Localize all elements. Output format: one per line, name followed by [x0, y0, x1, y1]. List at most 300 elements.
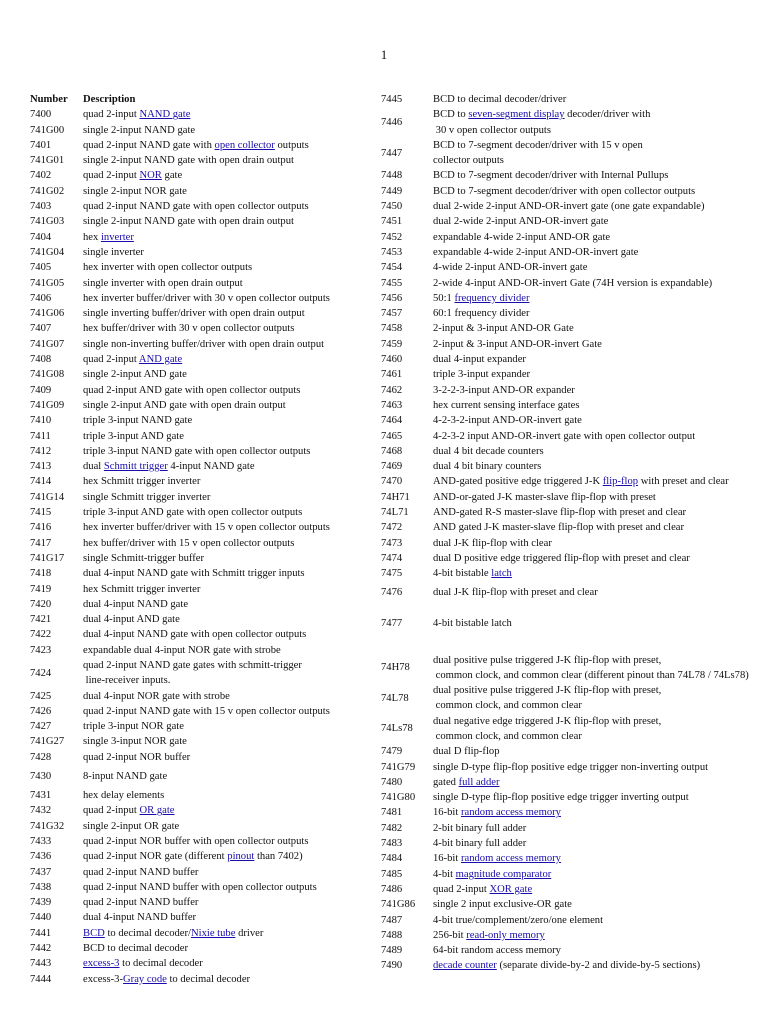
- description-text: dual positive pulse triggered J-K flip-flop with preset,: [433, 685, 662, 697]
- part-number: 7484: [381, 853, 403, 865]
- part-description: [83, 474, 200, 489]
- part-number: 7450: [381, 201, 403, 213]
- part-number: 7477: [381, 617, 403, 629]
- wiki-link[interactable]: seven-segment display: [468, 109, 565, 121]
- description-text: dual 4-input NAND buffer: [83, 912, 197, 924]
- description-text: quad 2-input NAND gate with: [83, 139, 215, 151]
- wiki-link[interactable]: AND gate: [138, 354, 183, 366]
- part-number: 7420: [30, 598, 52, 610]
- part-number: 741G03: [30, 216, 65, 228]
- part-number: 7426: [30, 705, 52, 717]
- table-row: [381, 459, 768, 474]
- part-number: 7444: [30, 973, 52, 985]
- description-line: [433, 729, 661, 744]
- part-number: 7448: [381, 170, 403, 182]
- part-number: 7481: [381, 807, 403, 819]
- part-number: 7441: [30, 927, 52, 939]
- wiki-link[interactable]: frequency divider: [454, 292, 530, 304]
- part-description: [433, 245, 638, 260]
- description-text: single 2-input AND gate: [83, 369, 187, 381]
- table-row: [30, 184, 360, 199]
- description-text: collector outputs: [433, 155, 504, 167]
- table-row: [30, 910, 360, 925]
- description-text: single inverter: [83, 246, 144, 258]
- description-line: [433, 123, 650, 138]
- part-description: [433, 230, 610, 245]
- table-row: [30, 734, 360, 749]
- part-number: 7415: [30, 507, 52, 519]
- wiki-link[interactable]: read-only memory: [466, 929, 545, 941]
- part-description: [83, 849, 303, 864]
- part-description: [433, 352, 526, 367]
- description-text: BCD to 7-segment decoder/driver with open collector outputs: [433, 185, 696, 197]
- table-header: [30, 92, 360, 107]
- part-number: 741G06: [30, 308, 65, 320]
- description-text: single D-type flip-flop positive edge trigger inverting output: [433, 792, 689, 804]
- part-description: [83, 184, 187, 199]
- description-text: expandable 4-wide 2-input AND-OR-invert gate: [433, 246, 639, 258]
- description-text: hex buffer/driver with 15 v open collector outputs: [83, 537, 295, 549]
- table-row: [30, 337, 360, 352]
- description-line: [433, 683, 661, 698]
- part-number: 7446: [381, 116, 403, 128]
- part-number: 7411: [30, 430, 51, 442]
- description-text: single 2-input NAND gate: [83, 124, 196, 136]
- table-row: [30, 291, 360, 306]
- part-number: 7483: [381, 838, 403, 850]
- wiki-link[interactable]: Schmitt trigger: [103, 461, 168, 473]
- table-row: [30, 956, 360, 971]
- description-text: single non-inverting buffer/driver with open drain output: [83, 338, 325, 350]
- part-number: 7473: [381, 537, 403, 549]
- part-description: [433, 836, 526, 851]
- part-number: 7486: [381, 883, 403, 895]
- table-row: [30, 750, 360, 765]
- part-description: [433, 367, 530, 382]
- table-row: [30, 765, 360, 788]
- part-description: [433, 107, 650, 138]
- part-description: [83, 321, 294, 336]
- table-row: [30, 834, 360, 849]
- description-text: triple 3-input NOR gate: [83, 721, 184, 733]
- description-text: expandable dual 4-input NOR gate with strobe: [83, 644, 281, 656]
- part-number: 741G08: [30, 369, 65, 381]
- part-description: [83, 865, 198, 880]
- description-text: quad 2-input NAND buffer: [83, 897, 199, 909]
- part-number: 74H71: [381, 491, 410, 503]
- wiki-link[interactable]: flip-flop: [602, 476, 639, 488]
- part-number: 7485: [381, 868, 403, 880]
- part-number: 741G17: [30, 552, 65, 564]
- part-description: [433, 536, 552, 551]
- table-row: [381, 867, 768, 882]
- table-row: [381, 790, 768, 805]
- part-number: 7465: [381, 430, 403, 442]
- part-description: [83, 926, 263, 941]
- part-number: 7438: [30, 881, 52, 893]
- part-number: 7457: [381, 308, 403, 320]
- part-description: [433, 566, 512, 581]
- table-row: [30, 230, 360, 245]
- part-description: [83, 367, 187, 382]
- part-number: 7436: [30, 851, 52, 863]
- part-number: 741G00: [30, 124, 65, 136]
- description-text: 4-2-3-2 input AND-OR-invert gate with open collector output: [433, 430, 696, 442]
- part-number: 741G07: [30, 338, 65, 350]
- table-row: [30, 972, 360, 987]
- description-text: 16-bit: [433, 853, 461, 865]
- part-number: 7407: [30, 323, 52, 335]
- description-text: decoder/driver with: [564, 109, 651, 121]
- wiki-link[interactable]: NAND gate: [139, 109, 191, 121]
- part-description: [83, 107, 190, 122]
- part-description: [83, 398, 286, 413]
- table-row: [30, 383, 360, 398]
- part-number: 7421: [30, 614, 52, 626]
- wiki-link[interactable]: inverter: [100, 231, 134, 243]
- part-description: [433, 276, 712, 291]
- description-text: with preset and clear: [638, 476, 729, 488]
- description-text: quad 2-input NAND buffer with open collector outputs: [83, 881, 317, 893]
- description-text: 8-input NAND gate: [83, 770, 168, 782]
- description-text: common clock, and common clear (different pinout than 74L78 / 74Ls78): [433, 669, 749, 681]
- part-description: [433, 398, 579, 413]
- table-row: [381, 306, 768, 321]
- description-text: than 7402): [254, 851, 303, 863]
- table-row: [30, 551, 360, 566]
- description-text: hex inverter buffer/driver with 30 v open collector outputs: [83, 292, 330, 304]
- description-text: BCD to 7-segment decoder/driver with 15 v open: [433, 139, 643, 151]
- table-row: [30, 597, 360, 612]
- part-number: 7401: [30, 139, 52, 151]
- part-number: 7461: [381, 369, 403, 381]
- description-text: quad 2-input NAND buffer: [83, 866, 199, 878]
- wiki-link[interactable]: NOR: [139, 170, 162, 182]
- table-row: [381, 683, 768, 714]
- table-row: [381, 138, 768, 169]
- table-row: [381, 352, 768, 367]
- part-number: 7419: [30, 583, 52, 595]
- part-number: 741G14: [30, 491, 65, 503]
- part-description: [433, 928, 545, 943]
- description-text: 4-bit binary full adder: [433, 838, 527, 850]
- description-text: triple 3-input AND gate: [83, 430, 184, 442]
- table-row: [30, 536, 360, 551]
- wiki-link[interactable]: XOR gate: [489, 883, 533, 895]
- table-row: [381, 230, 768, 245]
- wiki-link[interactable]: Gray code: [123, 973, 167, 985]
- description-text: hex buffer/driver with 30 v open collector outputs: [83, 323, 295, 335]
- table-row: [30, 214, 360, 229]
- part-number: 74H78: [381, 662, 410, 674]
- wiki-link[interactable]: magnitude comparator: [455, 868, 552, 880]
- part-number: 7403: [30, 201, 52, 213]
- wiki-link[interactable]: random access memory: [460, 853, 561, 865]
- table-row: [30, 819, 360, 834]
- part-description: [83, 352, 182, 367]
- description-text: dual D flip-flop: [433, 746, 500, 758]
- part-number: 7468: [381, 445, 403, 457]
- table-row: [381, 928, 768, 943]
- table-row: [381, 653, 768, 684]
- part-description: [83, 536, 294, 551]
- wiki-link[interactable]: decade counter: [433, 960, 497, 972]
- part-number: 7447: [381, 147, 403, 159]
- description-text: dual: [83, 461, 104, 473]
- description-text: single Schmitt-trigger buffer: [83, 552, 205, 564]
- table-row: [381, 582, 768, 605]
- part-number: 741G01: [30, 155, 65, 167]
- description-text: quad 2-input AND gate with open collector outputs: [83, 384, 301, 396]
- description-text: AND-gated positive edge triggered J-K: [433, 476, 603, 488]
- part-number: 7488: [381, 929, 403, 941]
- table-row: [30, 704, 360, 719]
- part-number: 7455: [381, 277, 403, 289]
- description-text: 2-input & 3-input AND-OR Gate: [433, 323, 574, 335]
- description-text: quad 2-input: [83, 354, 139, 366]
- description-text: quad 2-input NAND gate with open collector outputs: [83, 201, 309, 213]
- part-number: 7474: [381, 552, 403, 564]
- part-description: [433, 943, 561, 958]
- table-row: [381, 760, 768, 775]
- table-row: [30, 520, 360, 535]
- description-text: triple 3-input AND gate with open collector outputs: [83, 507, 303, 519]
- part-number: 7430: [30, 770, 52, 782]
- description-line: [433, 698, 661, 713]
- description-text: dual 4-input AND gate: [83, 614, 180, 626]
- description-text: single 3-input NOR gate: [83, 736, 187, 748]
- part-number: 7489: [381, 945, 403, 957]
- table-row: [30, 138, 360, 153]
- part-description: [433, 913, 603, 928]
- description-line: [83, 673, 302, 688]
- description-text: dual 4-input expander: [433, 354, 526, 366]
- part-description: [433, 683, 661, 714]
- part-description: [433, 429, 695, 444]
- table-row: [381, 566, 768, 581]
- part-description: [433, 790, 689, 805]
- table-row: [381, 260, 768, 275]
- part-number: 7408: [30, 354, 52, 366]
- part-number: 7439: [30, 897, 52, 909]
- table-row: [381, 913, 768, 928]
- table-row: [30, 803, 360, 818]
- table-row: [381, 92, 768, 107]
- part-description: [83, 429, 184, 444]
- description-text: quad 2-input NOR buffer: [83, 751, 191, 763]
- part-number: 7428: [30, 751, 52, 763]
- description-text: dual D positive edge triggered flip-flop with preset and clear: [433, 552, 690, 564]
- table-row: [30, 398, 360, 413]
- wiki-link[interactable]: open collector: [214, 139, 275, 151]
- table-row: [381, 836, 768, 851]
- wiki-link[interactable]: latch: [491, 568, 512, 580]
- table-row: [30, 276, 360, 291]
- part-description: [83, 199, 309, 214]
- part-description: [433, 805, 561, 820]
- table-row: [30, 719, 360, 734]
- part-description: [433, 138, 643, 169]
- description-text: 2-wide 4-input AND-OR-invert Gate (74H version is expandable): [433, 277, 713, 289]
- description-text: dual negative edge triggered J-K flip-flop with preset,: [433, 715, 662, 727]
- part-description: [83, 788, 164, 803]
- description-text: outputs: [274, 139, 309, 151]
- description-text: expandable 4-wide 2-input AND-OR gate: [433, 231, 611, 243]
- part-description: [433, 490, 656, 505]
- description-text: 4-bit: [433, 868, 456, 880]
- wiki-link[interactable]: OR gate: [139, 805, 175, 817]
- part-number: 7445: [381, 94, 403, 105]
- table-row: [381, 107, 768, 138]
- description-text: dual 4 bit binary counters: [433, 461, 542, 473]
- part-description: [83, 895, 198, 910]
- table-row: [381, 367, 768, 382]
- part-description: [433, 714, 661, 745]
- part-number: 7442: [30, 943, 52, 955]
- part-description: [83, 123, 195, 138]
- wiki-link[interactable]: full adder: [458, 776, 500, 788]
- part-description: [433, 413, 582, 428]
- table-row: [30, 321, 360, 336]
- part-description: [83, 153, 294, 168]
- table-row: [381, 605, 768, 643]
- part-description: [83, 750, 190, 765]
- description-line: [433, 653, 749, 668]
- wiki-link[interactable]: Nixie tube: [190, 927, 236, 939]
- description-text: single 2 input exclusive-OR gate: [433, 899, 572, 911]
- table-row: [30, 459, 360, 474]
- wiki-link[interactable]: random access memory: [460, 807, 561, 819]
- description-text: triple 3-input expander: [433, 369, 531, 381]
- wiki-link[interactable]: excess-3: [83, 958, 120, 970]
- description-text: AND-or-gated J-K master-slave flip-flop with preset: [433, 491, 656, 503]
- table-row: [30, 123, 360, 138]
- description-text: gated: [433, 776, 459, 788]
- table-row: [30, 689, 360, 704]
- part-description: [433, 616, 512, 631]
- description-text: single 2-input AND gate with open drain output: [83, 399, 286, 411]
- table-row: [381, 383, 768, 398]
- description-text: driver: [235, 927, 264, 939]
- table-row: [30, 895, 360, 910]
- table-row: [30, 444, 360, 459]
- part-description: [83, 972, 250, 987]
- description-text: common clock, and common clear: [433, 730, 582, 742]
- description-text: dual J-K flip-flop with clear: [433, 537, 552, 549]
- part-number: 7417: [30, 537, 52, 549]
- number-header: Number: [30, 94, 68, 105]
- description-text: single 2-input OR gate: [83, 820, 180, 832]
- part-number: 741G04: [30, 246, 65, 258]
- part-number: 7443: [30, 958, 52, 970]
- part-description: [433, 291, 530, 306]
- part-number: 7424: [30, 667, 52, 679]
- description-text: quad 2-input NAND gate with 15 v open collector outputs: [83, 705, 330, 717]
- description-line: [433, 668, 749, 683]
- table-row: [30, 490, 360, 505]
- table-row: [381, 897, 768, 912]
- part-description: [433, 383, 575, 398]
- part-description: [83, 582, 200, 597]
- part-description: [83, 413, 192, 428]
- part-description: [83, 520, 330, 535]
- table-row: [30, 627, 360, 642]
- description-text: 2-bit binary full adder: [433, 822, 527, 834]
- part-description: [433, 321, 574, 336]
- description-text: gate: [161, 170, 183, 182]
- table-row: [30, 582, 360, 597]
- part-description: [83, 769, 167, 784]
- description-line: [433, 714, 661, 729]
- description-text: hex inverter with open collector outputs: [83, 262, 253, 274]
- part-number: 7451: [381, 216, 403, 228]
- part-description: [83, 719, 184, 734]
- description-text: (separate divide-by-2 and divide-by-5 sections): [496, 960, 701, 972]
- part-number: 7412: [30, 445, 52, 457]
- part-number: 7459: [381, 338, 403, 350]
- part-description: [433, 184, 695, 199]
- part-number: 7463: [381, 399, 403, 411]
- table-row: [381, 337, 768, 352]
- part-number: 7454: [381, 262, 403, 274]
- part-number: 7402: [30, 170, 52, 182]
- description-text: 4-bit true/complement/zero/one element: [433, 914, 604, 926]
- table-row: [381, 444, 768, 459]
- table-row: [381, 805, 768, 820]
- part-description: [83, 956, 203, 971]
- table-row: [30, 429, 360, 444]
- part-number: 7431: [30, 790, 52, 802]
- page-number: 1: [380, 47, 388, 62]
- description-text: AND gated J-K master-slave flip-flop with preset and clear: [433, 522, 685, 534]
- part-description: [433, 851, 561, 866]
- table-row: [30, 168, 360, 183]
- table-row: [30, 260, 360, 275]
- description-text: dual 4 bit decade counters: [433, 445, 544, 457]
- part-description: [433, 459, 541, 474]
- description-line: [433, 107, 650, 122]
- description-text: dual positive pulse triggered J-K flip-flop with preset,: [433, 654, 662, 666]
- table-row: [381, 958, 768, 973]
- part-number: 7464: [381, 415, 403, 427]
- part-description: [83, 803, 175, 818]
- part-number: 7472: [381, 522, 403, 534]
- description-text: single 2-input NOR gate: [83, 185, 187, 197]
- part-number: 7433: [30, 835, 52, 847]
- description-text: dual 4-input NAND gate with Schmitt trigger inputs: [83, 568, 305, 580]
- right-column: [381, 92, 768, 974]
- description-text: triple 3-input NAND gate with open collector outputs: [83, 445, 311, 457]
- part-description: [83, 566, 305, 581]
- part-number: 7406: [30, 292, 52, 304]
- wiki-link[interactable]: pinout: [227, 851, 255, 863]
- description-text: to decimal decoder: [166, 973, 251, 985]
- description-text: single 2-input NAND gate with open drain output: [83, 216, 294, 228]
- part-description: [83, 689, 230, 704]
- part-description: [83, 138, 309, 153]
- description-text: to decimal decoder: [119, 958, 203, 970]
- wiki-link[interactable]: BCD: [83, 927, 105, 939]
- part-description: [433, 520, 684, 535]
- description-header: Description: [83, 94, 136, 105]
- table-row: [381, 536, 768, 551]
- part-description: [83, 505, 302, 520]
- table-row: [30, 505, 360, 520]
- part-number: 7427: [30, 721, 52, 733]
- description-text: hex Schmitt trigger inverter: [83, 476, 201, 488]
- description-text: common clock, and common clear: [433, 700, 582, 712]
- description-text: hex Schmitt trigger inverter: [83, 583, 201, 595]
